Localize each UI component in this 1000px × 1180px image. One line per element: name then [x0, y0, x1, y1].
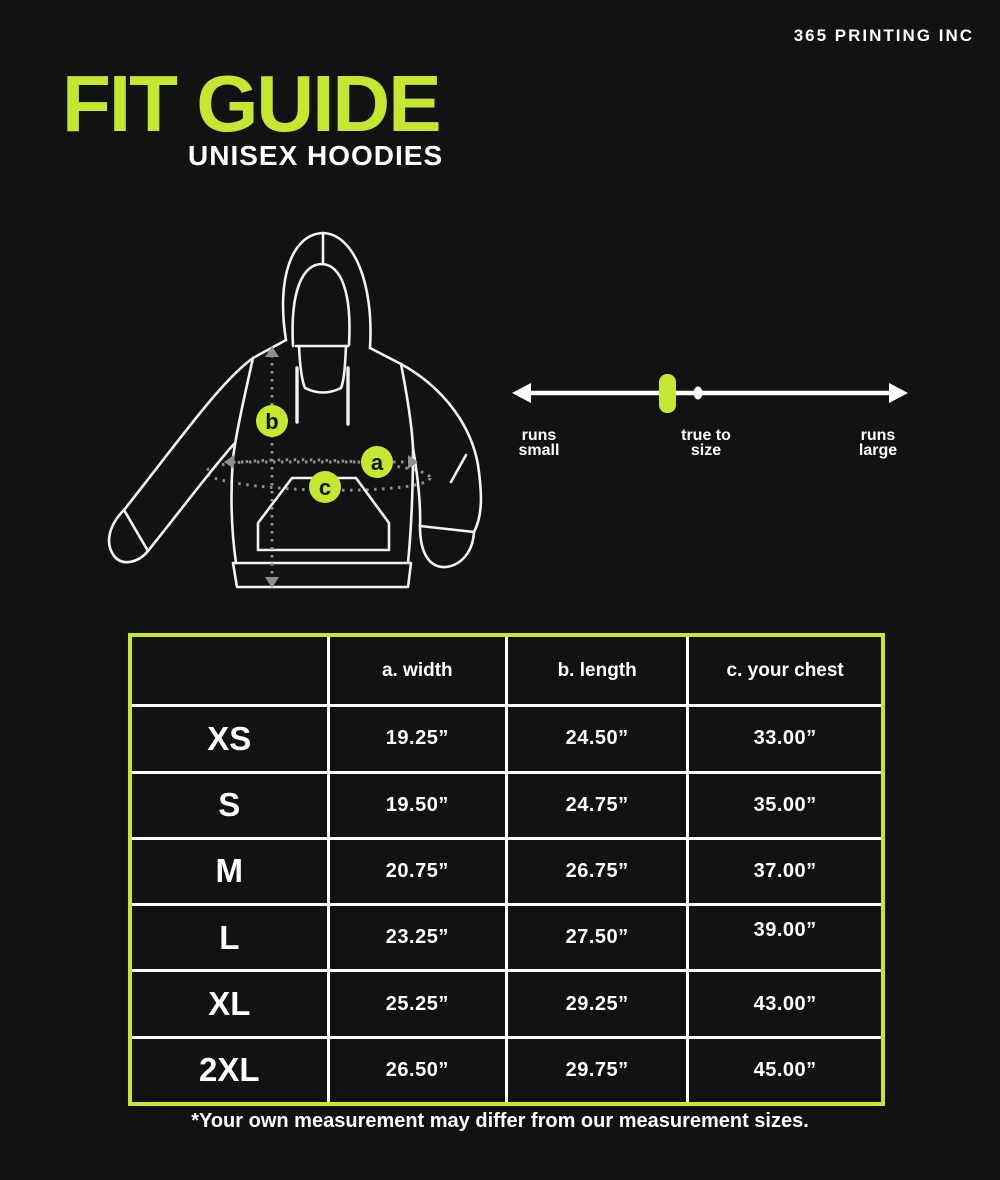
neckline-bottom: [305, 388, 341, 393]
width-cell-xl: 25.25”: [330, 972, 505, 1035]
scale-label-true-to-size: [666, 428, 746, 458]
size-cell-2xl: 2XL: [132, 1039, 327, 1102]
sleeve-left-inner: [148, 444, 234, 551]
elbow-crease-right: [451, 455, 466, 482]
brand-text: 365 PRINTING INC: [793, 26, 974, 45]
chest-cell-l: [689, 906, 881, 969]
length-cell-xs: 24.50”: [508, 707, 686, 770]
marker-b: [256, 405, 288, 437]
length-cell-s: 24.75”: [508, 774, 686, 837]
true-to-size-line1: true to: [681, 427, 731, 444]
chest-cell-xl: 43.00”: [689, 972, 881, 1035]
header-cell-width: a. width: [330, 637, 505, 704]
marker-b-letter: b: [265, 409, 279, 434]
cuff-left-seam: [124, 510, 148, 551]
header-cell-chest: c. your chest: [689, 637, 881, 704]
chest-cell-l-text: 39.00”: [753, 919, 817, 942]
runs-small-line2: small: [518, 442, 560, 459]
measurement-disclaimer: *Your own measurement may differ from our measurement sizes.: [191, 1110, 809, 1132]
marker-c: [309, 471, 341, 503]
page-title: FIT GUIDE: [62, 59, 440, 148]
length-cell-xl: 29.25”: [508, 972, 686, 1035]
length-cell-l: 27.50”: [508, 906, 686, 969]
cuff-right-seam: [420, 526, 474, 532]
runs-small-line1: runs: [521, 427, 557, 444]
width-cell-l: 23.25”: [330, 906, 505, 969]
chest-cell-m: 37.00”: [689, 840, 881, 903]
size-cell-xs: XS: [132, 707, 327, 770]
chest-cell-xs: 33.00”: [689, 707, 881, 770]
scale-arrow-left: [512, 383, 531, 403]
size-table: [128, 633, 885, 1106]
header-cell-length: b. length: [508, 637, 686, 704]
width-cell-2xl: 26.50”: [330, 1039, 505, 1102]
sleeve-left-outer: [124, 358, 253, 510]
size-cell-s: S: [132, 774, 327, 837]
neckline-right: [341, 346, 346, 388]
scale-center-dot: [694, 387, 703, 400]
length-dotted-line: [265, 346, 279, 588]
scale-arrow-right: [889, 383, 908, 403]
chest-cell-2xl: 45.00”: [689, 1039, 881, 1102]
waistband: [233, 563, 411, 587]
width-cell-s: 19.50”: [330, 774, 505, 837]
hoodie-diagram: [100, 220, 520, 620]
length-cell-m: 26.75”: [508, 840, 686, 903]
width-cell-m: 20.75”: [330, 840, 505, 903]
runs-large-line1: runs: [860, 427, 896, 444]
header-cell-blank: [132, 637, 327, 704]
marker-a-letter: a: [370, 450, 384, 475]
size-cell-xl: XL: [132, 972, 327, 1035]
scale-label-runs-small: [508, 428, 570, 458]
shoulder-right: [370, 348, 401, 364]
length-cell-2xl: 29.75”: [508, 1039, 686, 1102]
hood-opening: [293, 264, 350, 346]
page-subtitle: UNISEX HOODIES: [188, 140, 444, 171]
size-cell-l: L: [132, 906, 327, 969]
size-cell-m: M: [132, 840, 327, 903]
scale-marker: [659, 374, 676, 413]
runs-large-line2: large: [858, 442, 898, 459]
neckline-left: [299, 346, 305, 388]
width-cell-xs: 19.25”: [330, 707, 505, 770]
chest-cell-s: 35.00”: [689, 774, 881, 837]
marker-c-letter: c: [318, 475, 332, 500]
scale-label-runs-large: [846, 428, 910, 458]
true-to-size-line2: size: [690, 442, 722, 459]
marker-a: [361, 446, 393, 478]
